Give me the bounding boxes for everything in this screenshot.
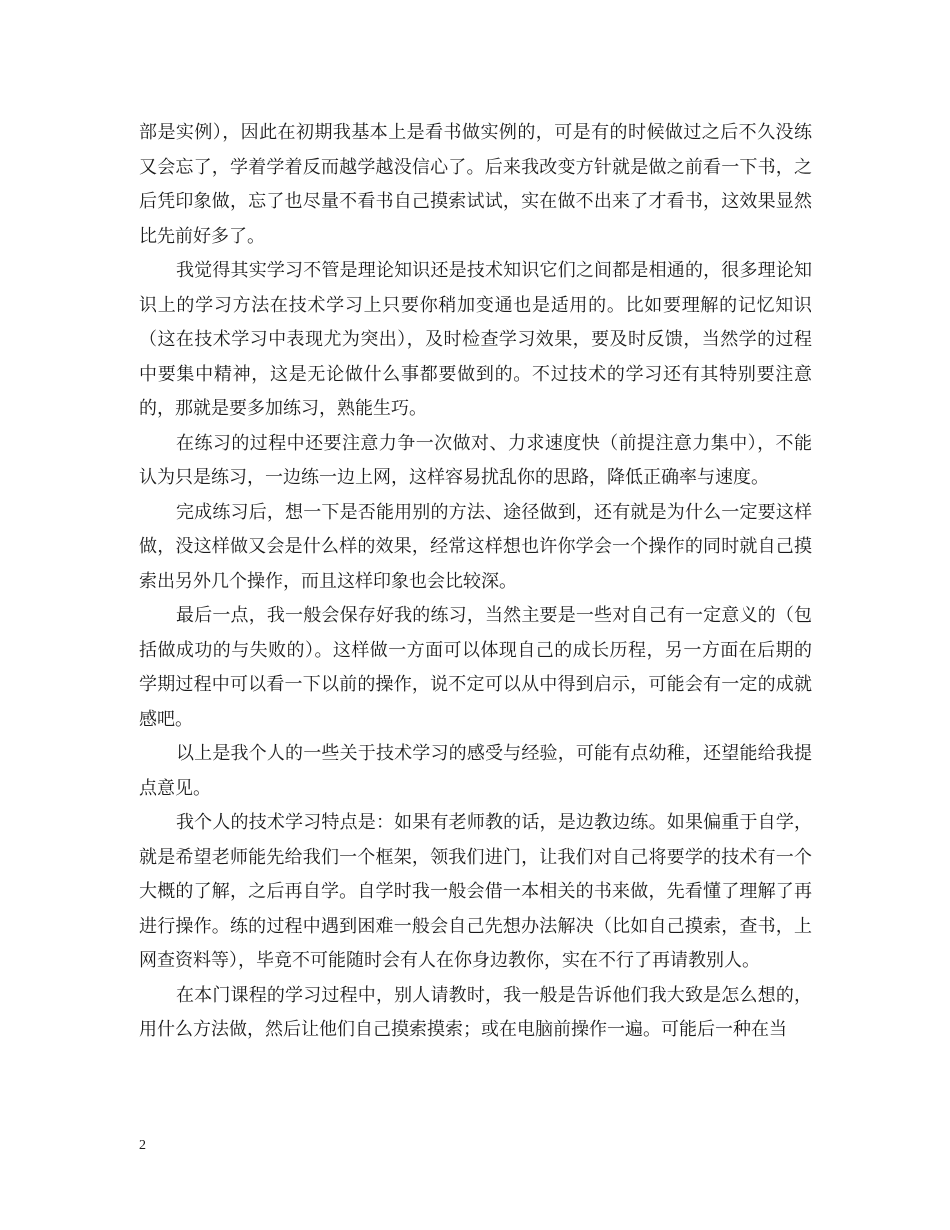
paragraph-summary: 以上是我个人的一些关于技术学习的感受与经验，可能有点幼稚，还望能给我提点意见。 [139,743,812,799]
paragraph-learning-methods: 我觉得其实学习不管是理论知识还是技术知识它们之间都是相通的，很多理论知识上的学习方法在技术学习上只要你稍加变通也是适用的。比如要理解的记忆知识（这在技术学习中表现尤为突出），及时检查学习效果，要及时反馈，当然学的过程中要集中精神，这是无论做什么事都要做到的。不过技术的学习还有其特别要注意的，那就是要多加练习，熟能生巧。 [139,260,812,419]
paragraph-save-practice: 最后一点，我一般会保存好我的练习，当然主要是一些对自己有一定意义的（包括做成功的与失败的）。这样做一方面可以体现自己的成长历程，另一方面在后期的学期过程中可以看一下以前的操作，说不定可以从中得到启示，可能会有一定的成就感吧。 [139,605,812,730]
paragraph-practice-focus: 在练习的过程中还要注意力争一次做对、力求速度快（前提注意力集中），不能认为只是练习，一边练一边上网，这样容易扰乱你的思路，降低正确率与速度。 [139,432,812,488]
document-body [139,116,812,1048]
paragraph-personal-style: 我个人的技术学习特点是：如果有老师教的话，是边教边练。如果偏重于自学，就是希望老师能先给我们一个框架，领我们进门，让我们对自己将要学的技术有一个大概的了解，之后再自学。自学时我一般会借一本相关的书来做，先看懂了理解了再进行操作。练的过程中遇到困难一般会自己先想办法解决（比如自己摸索，查书，上网查资料等），毕竟不可能随时会有人在你身边教你，实在不行了再请教别人。 [139,812,812,971]
paragraph-after-practice: 完成练习后，想一下是否能用别的方法、途径做到，还有就是为什么一定要这样做，没这样做又会是什么样的效果，经常这样想也许你学会一个操作的同时就自己摸索出另外几个操作，而且这样印象也会比较深。 [139,501,812,592]
paragraph-helping-others: 在本门课程的学习过程中，别人请教时，我一般是告诉他们我大致是怎么想的，用什么方法做，然后让他们自己摸索摸索；或在电脑前操作一遍。可能后一种在当 [139,984,812,1040]
paragraph-continued: 部是实例），因此在初期我基本上是看书做实例的，可是有的时候做过之后不久没练又会忘了，学着学着反而越学越没信心了。后来我改变方针就是做之前看一下书，之后凭印象做，忘了也尽量不看书自己摸索试试，实在做不出来了才看书，这效果显然比先前好多了。 [139,122,812,247]
page-number: 2 [139,1138,146,1153]
